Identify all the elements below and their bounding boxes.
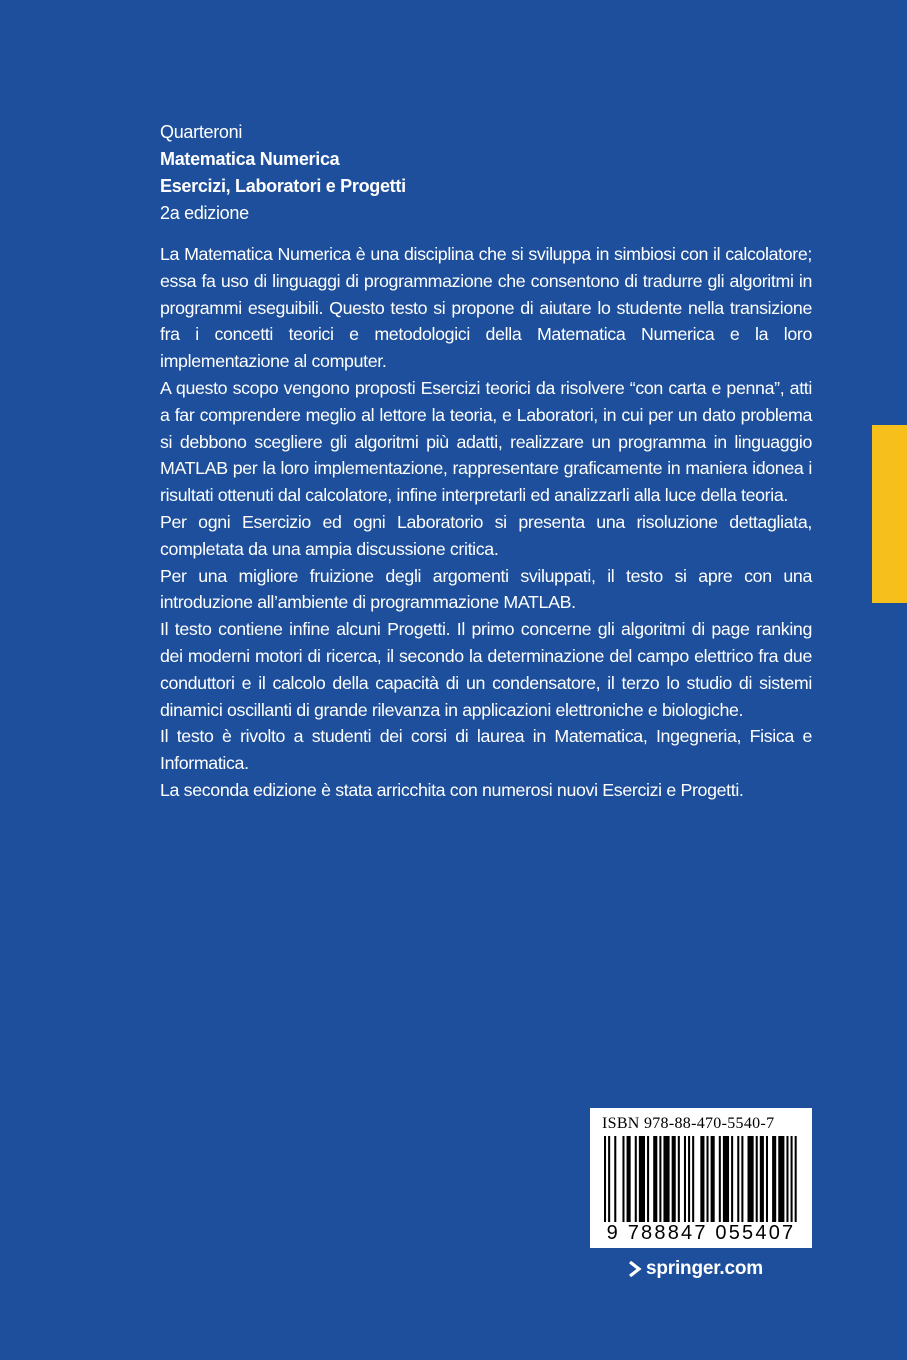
book-title: Matematica Numerica [160,149,340,169]
barcode-bar [684,1136,686,1222]
barcode-bar [737,1136,739,1222]
barcode-bar [723,1136,729,1222]
barcode-bars [602,1136,800,1222]
barcode-bar [778,1136,784,1222]
barcode-bar [748,1136,754,1222]
barcode-bar [614,1136,616,1222]
isbn-text: ISBN 978-88-470-5540-7 [602,1115,775,1132]
edition-label: 2a edizione [160,203,249,223]
barcode-bar [663,1136,669,1222]
blurb-paragraph: Per ogni Esercizio ed ogni Laboratorio si presenta una risoluzione dettagliata, completata da una ampia discussione critica. [160,511,812,559]
barcode-bar [635,1136,637,1222]
blurb-paragraph: La seconda edizione è stata arricchita con numerosi nuovi Esercizi e Progetti. [160,779,744,800]
barcode-bar [760,1136,764,1222]
barcode-bar [608,1136,610,1222]
barcode-bar [653,1136,657,1222]
barcode-bar [786,1136,788,1222]
barcode-bar [741,1136,743,1222]
book-header [160,119,820,227]
author-name: Quarteroni [160,122,243,142]
barcode-digits: 9 788847 055407 [606,1222,796,1244]
barcode-bar [604,1136,606,1222]
barcode-bar [639,1136,645,1222]
barcode-bar [707,1136,709,1222]
chevron-right-icon [628,1261,642,1277]
blurb-paragraph: Il testo è rivolto a studenti dei corsi di laurea in Matematica, Ingegneria, Fisica e Informatica. [160,726,812,774]
barcode-bar [756,1136,758,1222]
color-tab [872,425,907,603]
blurb-paragraph: Il testo contiene infine alcuni Progetti. Il primo concerne gli algoritmi di page ranking dei moderni motori di ricerca, il secondo la determinazione del campo elettrico fra due conduttori e il calcolo della capacità di un condensatore, il terzo lo studio di sistemi dinamici oscillanti di grande rilevanza in applicazioni elettroniche e biologiche. [160,619,812,720]
barcode-bar [766,1136,768,1222]
barcode-bar [627,1136,631,1222]
barcode-bar [711,1136,715,1222]
barcode-bar [700,1136,704,1222]
barcode-bar [672,1136,676,1222]
barcode-bar [719,1136,721,1222]
book-subtitle: Esercizi, Laboratori e Progetti [160,176,406,196]
barcode-bar [688,1136,690,1222]
barcode-bar [659,1136,661,1222]
blurb-paragraph: A questo scopo vengono proposti Esercizi teorici da risolvere “con carta e penna”, atti a far comprendere meglio al lettore la teoria, e Laboratori, in cui per un dato problema si debbono scegliere gli algoritmi più adatti, realizzare un programma in linguaggio MATLAB per la loro implementazione, rappresentare graficamente in maniera idonea i risultati ottenuti dal calcolatore, infine interpretarli ed analizzarli alla luce della teoria. [160,377,812,506]
barcode-bar [791,1136,793,1222]
barcode-bar [678,1136,680,1222]
blurb-paragraph: La Matematica Numerica è una disciplina che si sviluppa in simbiosi con il calcolatore; essa fa uso di linguaggi di programmazione che consentono di tradurre gli algoritmi in programmi eseguibili. Questo testo si propone di aiutare lo studente nella transizione fra i concetti teorici e metodologici della Matematica Numerica e la loro implementazione al computer. [160,244,812,372]
publisher-link[interactable] [628,1258,763,1280]
blurb-text [160,241,812,804]
barcode-bar [692,1136,694,1222]
barcode-bar [622,1136,624,1222]
barcode-label [590,1108,812,1248]
blurb-paragraph: Per una migliore fruizione degli argomenti sviluppati, il testo si apre con una introduzione all’ambiente di programmazione MATLAB. [160,565,812,613]
publisher-url: springer.com [646,1258,763,1279]
barcode-bar [731,1136,733,1222]
barcode-bar [772,1136,776,1222]
barcode-bar [647,1136,649,1222]
barcode-bar [795,1136,797,1222]
